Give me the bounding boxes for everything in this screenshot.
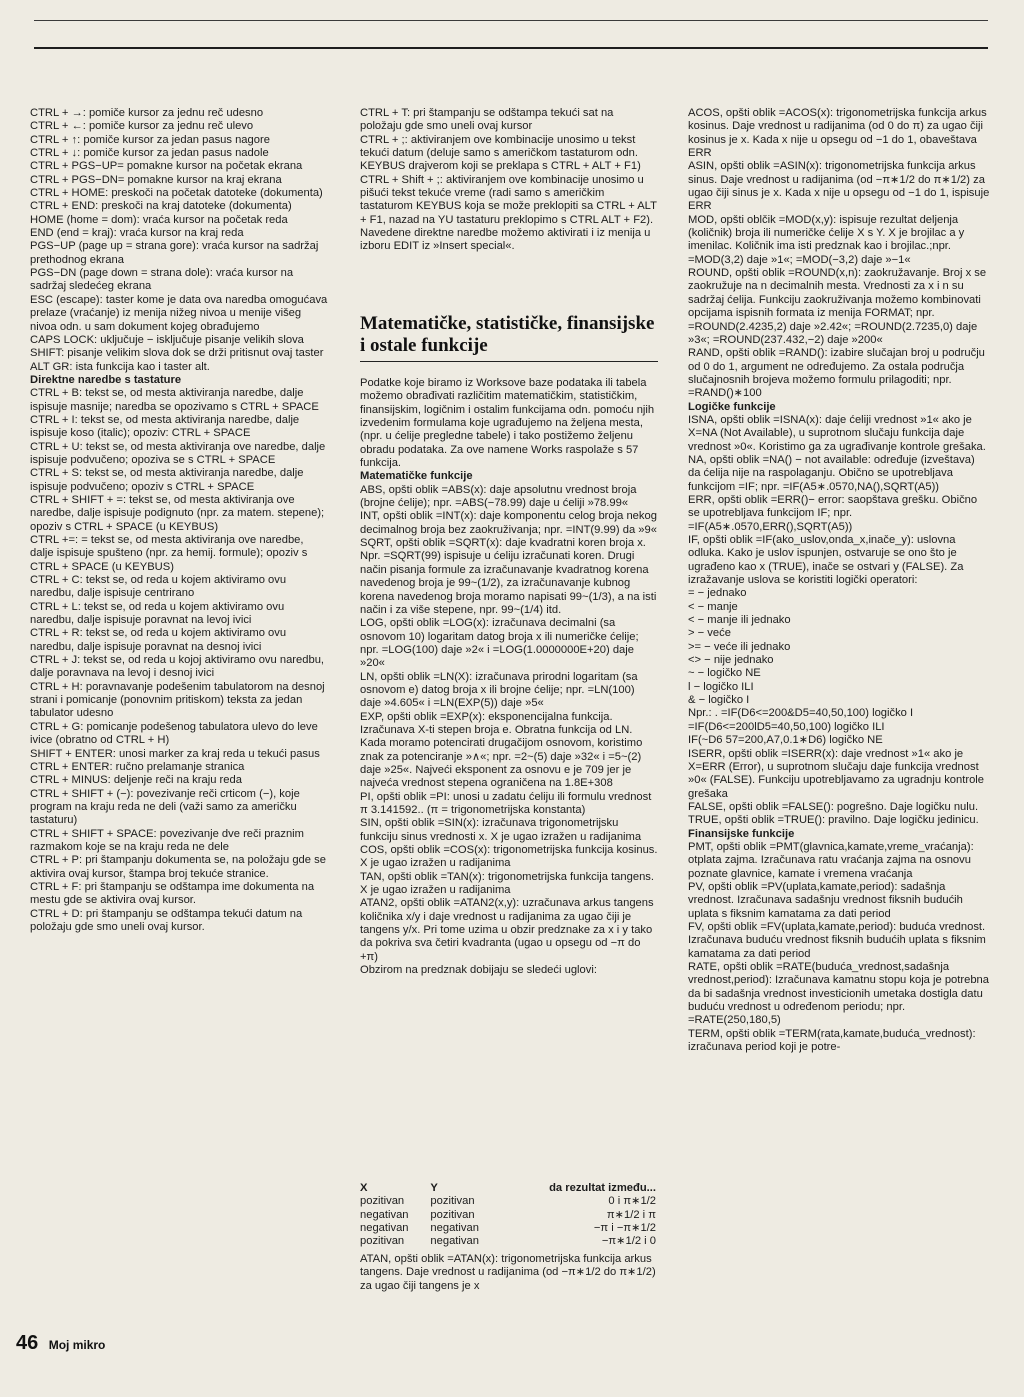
- paragraph: COS, opšti oblik =COS(x): trigonometrijska funkcija kosinus. X je ugao izražen u radijanima: [360, 844, 661, 870]
- paragraph: LN, opšti oblik =LN(X): izračunava prirodni logaritam (sa osnovom e) datog broja x ili brojne ćelije; npr. =LN(100) daje »4.605« i =LN(EXP(5)) daje »5«: [360, 670, 641, 710]
- table-row: [360, 1222, 656, 1235]
- paragraph: Navedene direktne naredbe možemo aktivirati i iz menija u izboru EDIT iz »Insert special«.: [360, 227, 654, 253]
- paragraph: ISNA, opšti oblik =ISNA(x): daje ćeliji vrednost »1« ako je X=NA (Not Available), u suprotnom slučaju funkcija daje vrednost »0«. Koristimo ga za ugrađivanje kontrole grešaka.: [688, 413, 986, 453]
- page-footer: [16, 1332, 105, 1355]
- paragraph: CTRL + →: pomiče kursor za jednu reč udesno: [30, 107, 264, 119]
- subheading: Finansijske funkcije: [688, 827, 795, 840]
- paragraph: < − manje: [688, 600, 738, 613]
- paragraph: CTRL + SHIFT + SPACE: povezivanje dve reči praznim razmakom koje se na kraju reda ne dele: [30, 827, 308, 853]
- column-right: [688, 107, 993, 1054]
- cell-result: 0 i π∗1/2: [608, 1195, 656, 1208]
- paragraph: FALSE, opšti oblik =FALSE(): pogrešno. Daje logičku nulu.: [688, 800, 979, 813]
- paragraph: Obzirom na predznak dobijaju se sledeći uglovi:: [360, 964, 597, 977]
- subheading: Matematičke funkcije: [360, 470, 473, 483]
- paragraph: ROUND, opšti oblik =ROUND(x,n): zaokružavanje. Broj x se zaokružuje na n decimalnih mesta. Vrednosti za x i n su sadržaj ćelija. Funkciju zaokruživanja možemo kombinovati opcijama ispisnih formata iz menija FORMAT; npr. =ROUND(2.4235,2) daje »2.42«; =ROUND(2.7235,0) daje »3«; =ROUND(237.432,−2) daje »200«: [688, 267, 990, 346]
- paragraph: CTRL + SHIFT + (−): povezivanje reči crticom (−), koje program na kraju reda ne deli (važi samo za američku tastaturu): [30, 787, 303, 827]
- paragraph: CTRL +=: = tekst se, od mesta aktiviranja ove naredbe, dalje ispisuje spušteno (npr. za hemij. formule); opoziv s CTRL + SPACE (u KEYBUS): [30, 534, 311, 573]
- cell-y: negativan: [430, 1221, 479, 1234]
- paragraph: CTRL + ←: pomiče kursor za jednu reč ulevo: [30, 120, 254, 133]
- page-number: 46: [16, 1332, 39, 1354]
- paragraph: FV, opšti oblik =FV(uplata,kamate,period): buduća vrednost. Izračunava buduću vrednost fiksnih budućih uplata s fiksnim kamatama za dati period: [688, 920, 989, 960]
- paragraph: <> − nije jednako: [688, 654, 774, 667]
- paragraph: CTRL + I: tekst se, od mesta aktiviranja naredbe, dalje ispisuje koso (italic); opoziv: CTRL + SPACE: [30, 413, 303, 440]
- paragraph: CTRL + C: tekst se, od reda u kojem aktiviramo ovu naredbu, dalje ispisuje centrirano: [30, 574, 290, 600]
- paragraph: ACOS, opšti oblik =ACOS(x): trigonometrijska funkcija arkus kosinus. Daje vrednost u radijanima (od 0 do π) za ugao čiji kosinus je x. Kada x nije u opsegu od −1 do 1, obaveštava ERR: [688, 107, 990, 160]
- paragraph: PI, opšti oblik =PI: unosi u zadatu ćeliju ili formulu vrednost π 3.141592.. (π = trigonometrijska konstanta): [360, 790, 655, 816]
- paragraph: CTRL + SHIFT + =: tekst se, od mesta aktiviranja ove naredbe, dalje ispisuje podignuto (npr. za matem. stepene); opoziv s CTRL + SPACE (u KEYBUS): [30, 493, 328, 533]
- cell-result: −π∗1/2 i 0: [601, 1235, 656, 1248]
- paragraph: ABS, opšti oblik =ABS(x): daje apsolutnu vrednost broja (brojne ćelije); npr. =ABS(−78.99) daje u ćeliji »78.99«: [360, 483, 640, 510]
- paragraph: CTRL + H: poravnavanje podešenim tabulatorom na desnoj strani i pomicanje (ponovnim pritiskom) teksta za jedan tabulator udesno: [30, 680, 328, 720]
- paragraph: Npr.: . =IF(D6<=200&D5=40,50,100) logičko I: [688, 707, 914, 720]
- paragraph: CTRL + ;: aktiviranjem ove kombinacije unosimo u tekst tekući datum (deluje samo s američkom tastaturom odn. KEYBUS drajverom koji se preklapa s CTRL + ALT + F1): [360, 133, 642, 173]
- column-middle-top: [360, 107, 658, 254]
- paragraph: l − logičko ILI: [688, 680, 754, 693]
- paragraph: LOG, opšti oblik =LOG(x): izračunava decimalni (sa osnovom 10) logaritam datog broja x ili numeričke ćelije; npr. =LOG(100) daje »2« i =LOG(1.0000000E+20) daje »20«: [360, 617, 642, 670]
- paragraph: PGS−DN (page down = strana dole): vraća kursor na sadržaj sledećeg ekrana: [30, 267, 297, 293]
- paragraph: IF(~D6 57=200,A7,0.1∗D6) logičko NE: [688, 734, 883, 747]
- paragraph: RATE, opšti oblik =RATE(buduća_vrednost,sadašnja vrednost,period): Izračunava kamatnu stopu koja je potrebna da bi sadašnja vrednost investicionih umetaka dostigla datu buduću vrednost u određenom periodu; npr. =RATE(250,180,5): [688, 961, 993, 1027]
- subheading: Logičke funkcije: [688, 400, 776, 413]
- paragraph: CTRL + L: tekst se, od reda u kojem aktiviramo ovu naredbu, dalje ispisuje poravnat na levoj ivici: [30, 600, 288, 627]
- paragraph: TRUE, opšti oblik =TRUE(): pravilno. Daje logičku jedinicu.: [688, 814, 979, 827]
- paragraph: CTRL + Shift + ;: aktiviranjem ove kombinacije unosimo u pišući tekst tekuće vreme (radi samo s američkim tastaturom KEYBUS koja se može preklopiti sa CTRL + ALT + F1, nazad na YU tastaturu preklopimo s CTRL ALT + F2).: [360, 173, 660, 226]
- paragraph: HOME (home = dom): vraća kursor na početak reda: [30, 213, 288, 226]
- paragraph: CTRL + MINUS: deljenje reči na kraju reda: [30, 774, 242, 787]
- paragraph: PMT, opšti oblik =PMT(glavnica,kamate,vreme_vraćanja): otplata zajma. Izračunava ratu vraćanja zajma na osnovu poznate glavnice, kamate i vremena vraćanja: [688, 840, 977, 880]
- paragraph: CTRL + ↓: pomiče kursor za jedan pasus nadole: [30, 147, 269, 160]
- paragraph: CTRL + ↑: pomiče kursor za jedan pasus nagore: [30, 133, 270, 146]
- cell-x: pozitivan: [360, 1195, 405, 1208]
- table-row: [360, 1195, 656, 1208]
- paragraph: SHIFT + ENTER: unosi marker za kraj reda u tekući pasus: [30, 747, 320, 760]
- column-middle-body: [360, 377, 661, 977]
- paragraph: CTRL + END: preskoči na kraj datoteke (dokumenta): [30, 200, 292, 213]
- paragraph: PGS−UP (page up = strana gore): vraća kursor na sadržaj prethodnog ekrana: [30, 240, 322, 266]
- paragraph: END (end = kraj): vraća kursor na kraj reda: [30, 227, 244, 240]
- cell-y: negativan: [430, 1235, 479, 1248]
- paragraph: CTRL + PGS−UP= pomakne kursor na početak ekrana: [30, 160, 303, 173]
- quadrant-table: [360, 1182, 656, 1248]
- paragraph: CAPS LOCK: uključuje − isključuje pisanje velikih slova: [30, 333, 304, 346]
- table-row: [360, 1209, 656, 1222]
- paragraph: > − veće: [688, 627, 731, 640]
- paragraph: INT, opšti oblik =INT(x): daje komponentu celog broja nekog decimalnog broja bez zaokruživanja; npr. =INT(9.99) da »9«: [360, 510, 661, 536]
- paragraph: ALT GR: ista funkcija kao i taster alt.: [30, 360, 210, 373]
- paragraph: IF, opšti oblik =IF(ako_uslov,onda_x,inače_y): uslovna odluka. Kako je uslov ispunjen, ostvaruje se ono što je ugrađeno kao x (TRUE), inače se ostvari y (FALSE). Za izražavanje uslova se koristiti logički operatori:: [688, 534, 967, 587]
- paragraph: CTRL + T: pri štampanju se odštampa tekući sat na položaju gde smo uneli ovaj kursor: [360, 107, 617, 133]
- top-rule-thin: [34, 20, 988, 21]
- paragraph: < − manje ili jednako: [688, 614, 791, 627]
- cell-x: pozitivan: [360, 1235, 405, 1248]
- paragraph: CTRL + S: tekst se, od mesta aktiviranja naredbe, dalje ispisuje podvučeno; opoziv s CTRL + SPACE: [30, 467, 307, 493]
- paragraph: RAND, opšti oblik =RAND(): izabire slučajan broj u području od 0 do 1, argument ne određujemo. Za ostala područja slučajnosnih brojeva možemo formulu prilagoditi; npr. =RAND()∗100: [688, 347, 989, 400]
- header-y: Y: [430, 1182, 438, 1194]
- paragraph: CTRL + HOME: preskoči na početak datoteke (dokumenta): [30, 187, 323, 200]
- column-middle-bottom: [360, 1253, 658, 1293]
- paragraph: ~ − logičko NE: [688, 667, 761, 680]
- cell-result: π∗1/2 i π: [606, 1208, 656, 1221]
- magazine-name: Moj mikro: [48, 1338, 106, 1352]
- paragraph: CTRL + PGS−DN= pomakne kursor na kraj ekrana: [30, 173, 282, 186]
- paragraph: ATAN2, opšti oblik =ATAN2(x,y): uzračunava arkus tangens količnika x/y i daje vrednost u radijanima za ugao čiji je tangens y/x. Pri tome uzima u obzir predznake za x i y tako da pokriva sva četiri kvadranta (ugao u opsegu od −π do +π): [360, 897, 657, 963]
- paragraph: ISERR, opšti oblik =ISERR(x): daje vrednost »1« ako je X=ERR (Error), u suprotnom slučaju daje funkcija vrednost »0« (FALSE). Funkciju upotrebljavamo za ugradnju kontrole grešaka: [688, 747, 988, 800]
- paragraph: ERR, opšti oblik =ERR()− error: saopštava grešku. Obično se upotrebljava funkcijom IF; npr. =IF(A5∗.0570,ERR(),SQRT(A5)): [688, 493, 981, 533]
- paragraph: SQRT, opšti oblik =SQRT(x): daje kvadratni koren broja x. Npr. =SQRT(99) ispisuje u ćeliju izračunati koren. Drugi način pisanja formule za izračunavanje kvadratnog korena navedenog broja je 99~(1/2), za izračunavanje kubnog korena navedenog broja moramo napisati 99~(1/3), a na isti način i za više stepene, npr. 99~(1/4) itd.: [360, 537, 660, 616]
- paragraph: Podatke koje biramo iz Worksove baze podataka ili tabela možemo obrađivati različitim matematičkim, statističkim, finansijskim, logičnim i ostalim funkcijama odn. pomoću njih izvedenim formulama koje ugrađujemo na željena mesta, (npr. u ćelije pregledne tabele) i tako postižemo željenu obradu podataka. Za ove namene Works raspolaže s 57 funkcija.: [360, 377, 658, 470]
- paragraph: = − jednako: [688, 587, 747, 600]
- paragraph: CTRL + P: pri štampanju dokumenta se, na položaju gde se aktivira ovaj kursor, štampa broj tekuće stranice.: [30, 854, 330, 880]
- paragraph: CTRL + F: pri štampanju se odštampa ime dokumenta na mestu gde se aktivira ovaj kursor.: [30, 880, 318, 907]
- section-heading: Matematičke, statističke, finansijske i ostale funkcije: [360, 313, 658, 362]
- paragraph: NA, opšti oblik =NA() − not available: određuje (izveštava) da ćelija nije na raspolaganju. Obično se upotrebljava funkcijom =IF; npr. =IF(A5∗.0570,NA(),SQRT(A5)): [688, 453, 978, 493]
- paragraph: CTRL + D: pri štampanju se odštampa tekući datum na položaju gde smo uneli ovaj kursor.: [30, 907, 306, 933]
- table-row: [360, 1235, 656, 1248]
- cell-x: negativan: [360, 1208, 409, 1221]
- paragraph: =IF(D6<=200lD5=40,50,100) logičko ILI: [688, 720, 885, 733]
- paragraph: CTRL + ENTER: ručno prelamanje stranica: [30, 760, 245, 773]
- cell-y: pozitivan: [430, 1195, 475, 1208]
- cell-x: negativan: [360, 1221, 409, 1234]
- subheading: Direktne naredbe s tastature: [30, 373, 182, 386]
- paragraph: TERM, opšti oblik =TERM(rata,kamate,buduća_vrednost): izračunava period koji je potre-: [688, 1027, 979, 1054]
- paragraph: ATAN, opšti oblik =ATAN(x): trigonometrijska funkcija arkus tangens. Daje vrednost u radijanima (od −π∗1/2 do π∗1/2) za ugao čiji tangens je x: [360, 1253, 659, 1292]
- paragraph: TAN, opšti oblik =TAN(x): trigonometrijska funkcija tangens. X je ugao izražen u radijanima: [360, 870, 658, 897]
- paragraph: PV, opšti oblik =PV(uplata,kamate,period): sadašnja vrednost. Izračunava sadašnju vrednost fiksnih budućih uplata s fiksnim kamatama za dati period: [688, 880, 966, 920]
- paragraph: SIN, opšti oblik =SIN(x): izračunava trigonometrijsku funkciju sinus vrednosti x. X je ugao izražen u radijanima: [360, 817, 642, 843]
- paragraph: MOD, opšti oblčik =MOD(x,y): ispisuje rezultat deljenja (količnik) broja ili numeričke ćelije X s Y. X je brojilac a y imenilac. Količnik ima isti predznak kao i brojilac.;npr. =MOD(3,2) daje »1«; =MOD(−3,2) daje »−1«: [688, 213, 968, 266]
- paragraph: CTRL + B: tekst se, od mesta aktiviranja naredbe, dalje ispisuje masnije; naredba se opozivamo s CTRL + SPACE: [30, 387, 319, 413]
- top-rule-thick: [34, 47, 988, 49]
- cell-result: −π i −π∗1/2: [593, 1221, 656, 1234]
- paragraph: >= − veće ili jednako: [688, 640, 791, 653]
- quadrant-table-header: [360, 1182, 656, 1195]
- paragraph: SHIFT: pisanje velikim slova dok se drži pritisnut ovaj taster: [30, 347, 324, 360]
- paragraph: ESC (escape): taster kome je data ova naredba omogućava prelaze (vraćanje) iz menija nižeg nivoa u menije višeg nivoa odn. u sam dokument kojeg obrađujemo: [30, 293, 331, 333]
- paragraph: & − logičko I: [688, 694, 750, 707]
- paragraph: CTRL + J: tekst se, od reda u kojoj aktiviramo ovu naredbu, dalje poravnava na levoj i desnoj ivici: [30, 654, 328, 680]
- cell-y: pozitivan: [430, 1208, 475, 1221]
- paragraph: CTRL + G: pomicanje podešenog tabulatora ulevo do leve ivice (obratno od CTRL + H): [30, 720, 321, 747]
- column-left: [30, 107, 331, 934]
- paragraph: EXP, opšti oblik =EXP(x): eksponencijalna funkcija. Izračunava X-ti stepen broja e. Obratna funkcija od LN. Kada moramo potencirati drugačijom osnovom, koristimo znak za potenciranje »∧«; npr. =2~(5) daje »32« i =5~(2) daje »25«. Najveći eksponent za osnovu e je 709 jer je najveća vrednost stepena ograničena na 1.8E+308: [360, 710, 646, 790]
- paragraph: ASIN, opšti oblik =ASIN(x): trigonometrijska funkcija arkus sinus. Daje vrednost u radijanima (od −π∗1/2 do π∗1/2) za ugao čiji sinus je x. Kada x nije u opsegu od −1 do 1, ispisuje ERR: [688, 160, 993, 213]
- paragraph: CTRL + U: tekst se, od mesta aktiviranja ove naredbe, dalje ispisuje podvučeno; opoziva se s CTRL + SPACE: [30, 440, 329, 466]
- paragraph: CTRL + R: tekst se, od reda u kojem aktiviramo ovu naredbu, dalje ispisuje poravnat na desnoj ivici: [30, 627, 290, 653]
- header-result: da rezultat između...: [549, 1182, 656, 1194]
- header-x: X: [360, 1182, 368, 1194]
